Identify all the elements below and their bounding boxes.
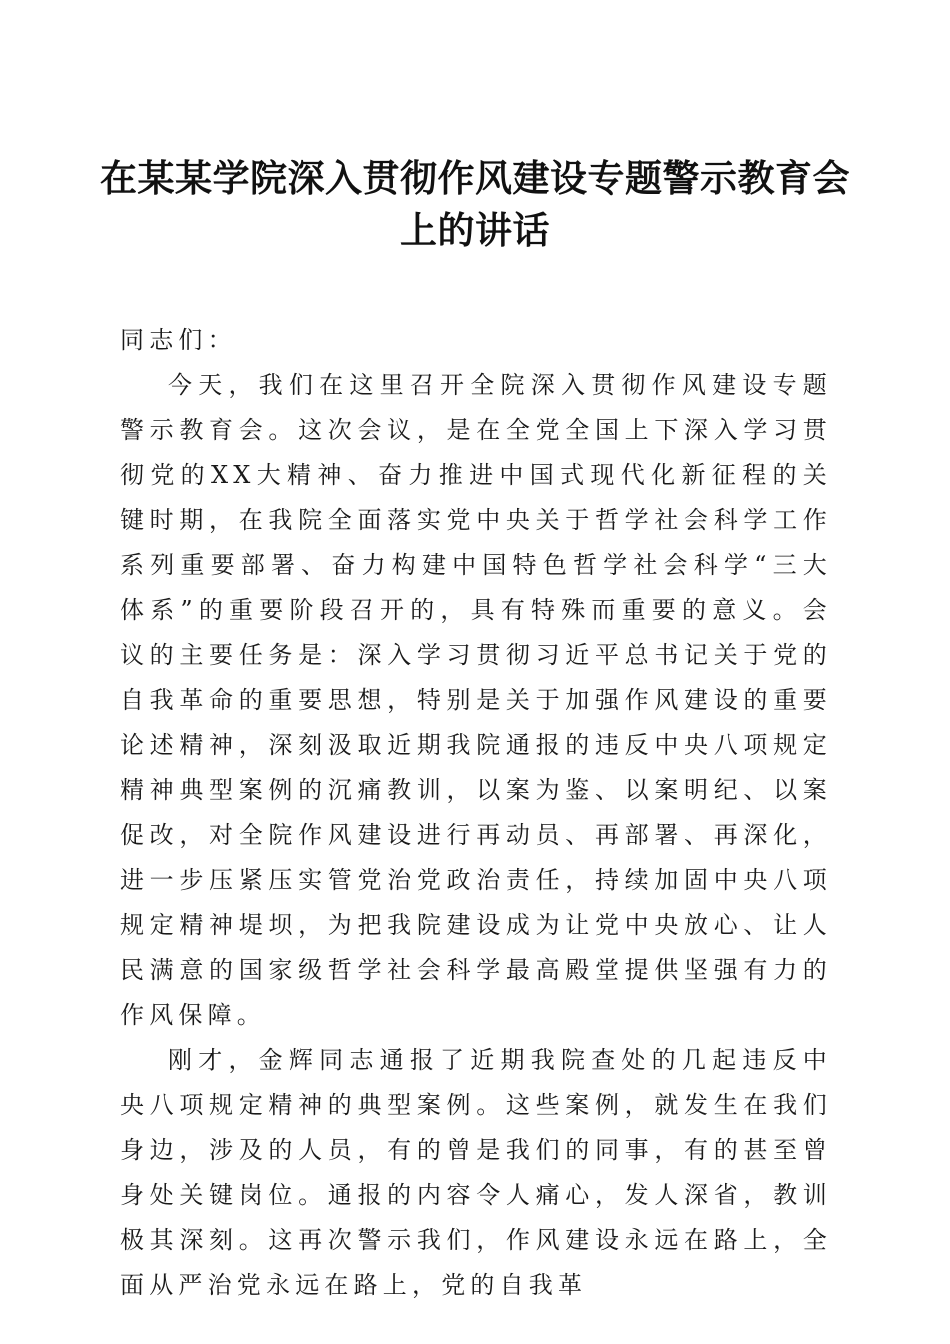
paragraph-1: 今天，我们在这里召开全院深入贯彻作风建设专题警示教育会。这次会议，是在全党全国上下深入学习贯彻党的XX大精神、奋力推进中国式现代化新征程的关键时期，在我院全面落实党中央关于哲学社会科学工作系列重要部署、奋力构建中国特色哲学社会科学“三大体系”的重要阶段召开的，具有特殊而重要的意义。会议的主要任务是：深入学习贯彻习近平总书记关于党的自我革命的重要思想，特别是关于加强作风建设的重要论述精神，深刻汲取近期我院通报的违反中央八项规定精神典型案例的沉痛教训，以案为鉴、以案明纪、以案促改，对全院作风建设进行再动员、再部署、再深化，进一步压紧压实管党治党政治责任，持续加固中央八项规定精神堤坝，为把我院建设成为让党中央放心、让人民满意的国家级哲学社会科学最高殿堂提供坚强有力的作风保障。 — [120, 371, 832, 1029]
document-body — [120, 318, 832, 1308]
paragraph-2: 刚才，金辉同志通报了近期我院查处的几起违反中央八项规定精神的典型案例。这些案例，就发生在我们身边，涉及的人员，有的曾是我们的同事，有的甚至曾身处关键岗位。通报的内容令人痛心，发人深省，教训极其深刻。这再次警示我们，作风建设永远在路上，全面从严治党永远在路上，党的自我革 — [120, 1046, 832, 1299]
document-title: 在某某学院深入贯彻作风建设专题警示教育会上的讲话 — [100, 156, 850, 252]
salutation: 同志们： — [120, 326, 237, 354]
